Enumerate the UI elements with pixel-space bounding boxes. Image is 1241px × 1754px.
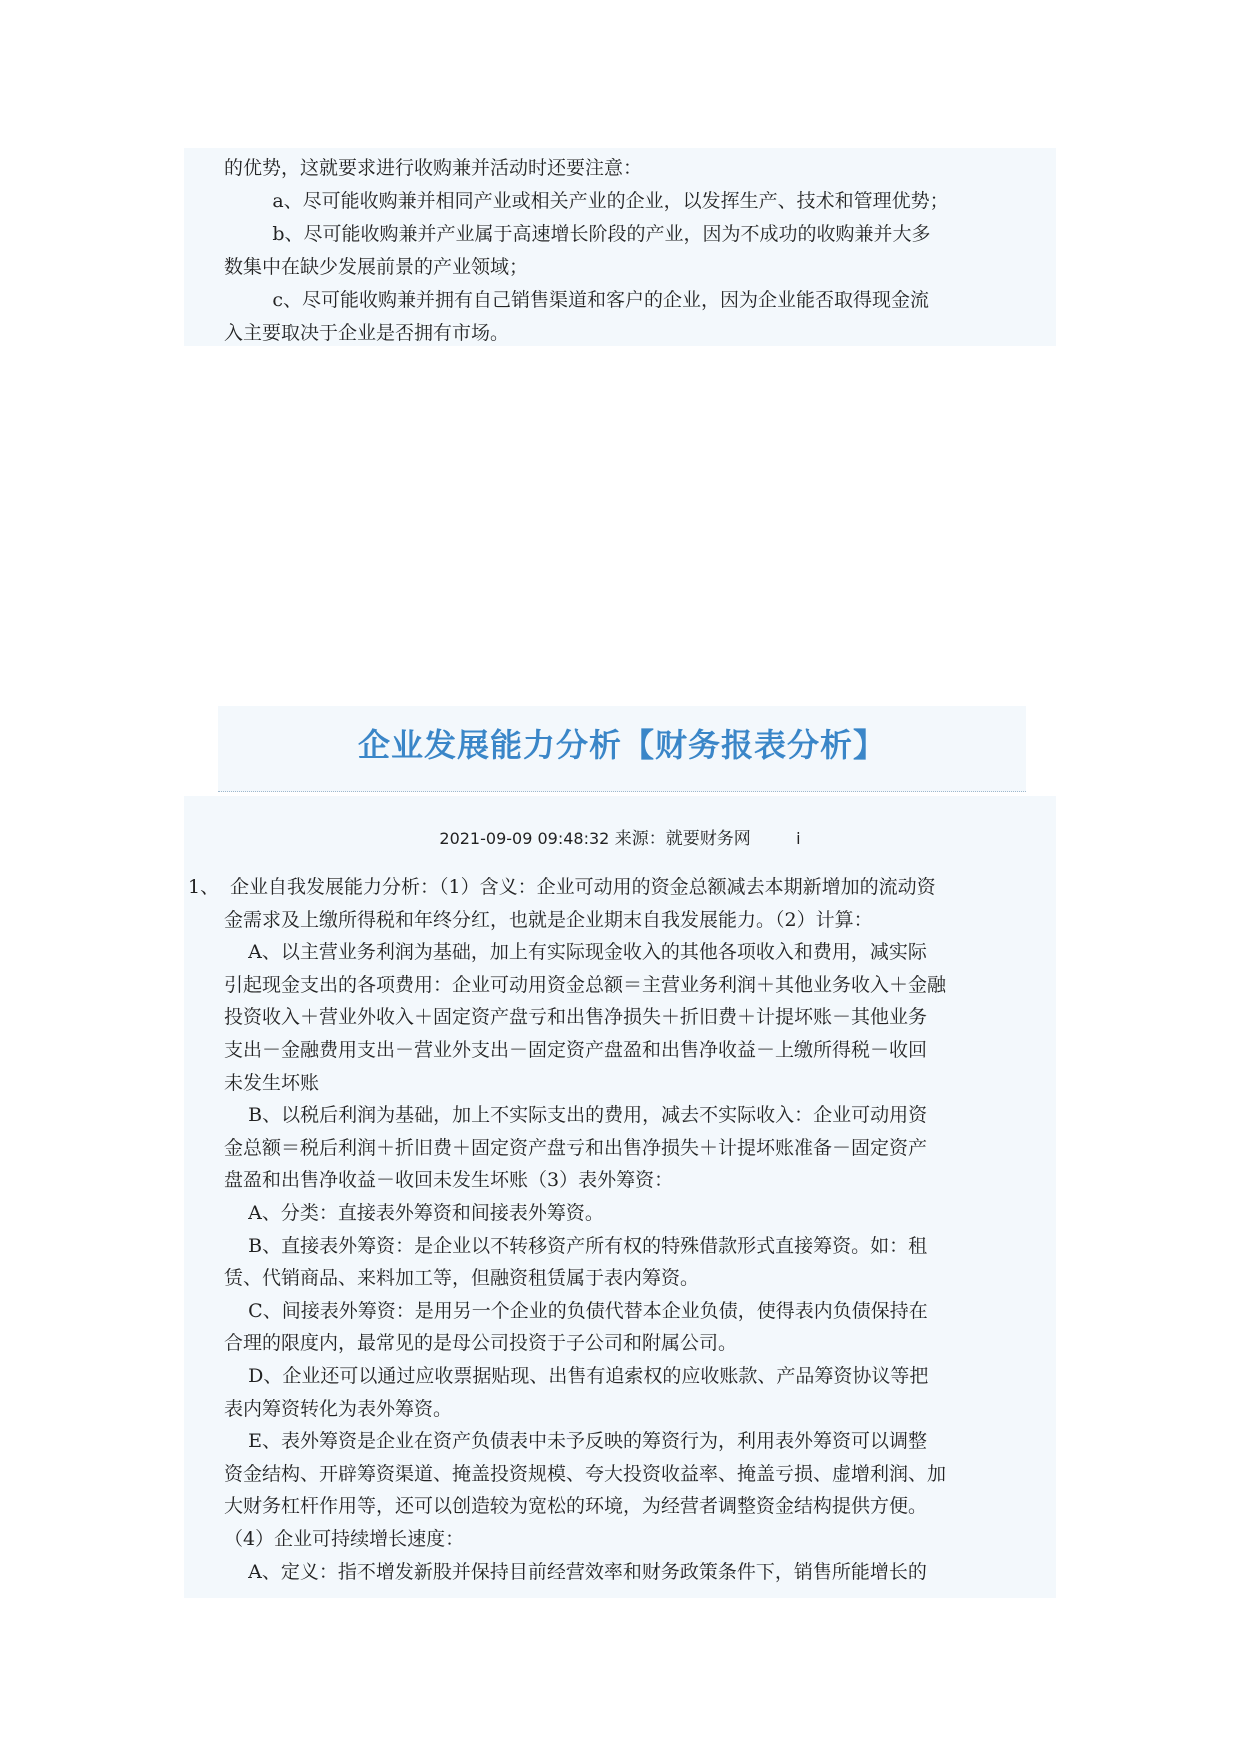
text-line: 企业自我发展能力分析：（1）含义：企业可动用的资金总额减去本期新增加的流动资 [224, 876, 936, 898]
item-number: 1、 [188, 876, 220, 898]
article-body [184, 796, 1056, 1598]
text-line: E、表外筹资是企业在资产负债表中未予反映的筹资行为，利用表外筹资可以调整 [224, 1430, 928, 1453]
article-title: 企业发展能力分析【财务报表分析】 [357, 726, 886, 764]
text-line: （4）企业可持续增长速度： [224, 1528, 465, 1550]
text-line: a、尽可能收购兼并相同产业或相关产业的企业，以发挥生产、技术和管理优势； [224, 190, 949, 212]
text-line: 入主要取决于企业是否拥有市场。 [224, 322, 510, 344]
publish-date: 2021-09-09 09:48:32 [439, 829, 610, 848]
text-line: 盘盈和出售净收益－收回未发生坏账（3）表外筹资： [224, 1169, 674, 1192]
text-line: 金总额＝税后利润＋折旧费＋固定资产盘亏和出售净损失＋计提坏账准备－固定资产 [224, 1136, 928, 1159]
text-line: 的优势，这就要求进行收购兼并活动时还要注意： [224, 157, 643, 179]
text-line: B、以税后利润为基础，加上不实际支出的费用，减去不实际收入：企业可动用资 [224, 1104, 928, 1127]
text-line: D、企业还可以通过应收票据贴现、出售有追索权的应收账款、产品筹资协议等把 [224, 1365, 929, 1387]
text-line: 金需求及上缴所得税和年终分红，也就是企业期末自我发展能力。（2）计算： [224, 908, 873, 931]
text-line: A、定义：指不增发新股并保持目前经营效率和财务政策条件下，销售所能增长的 [224, 1560, 927, 1583]
info-icon[interactable]: i [796, 829, 801, 848]
text-line: 合理的限度内，最常见的是母公司投资于子公司和附属公司。 [224, 1332, 738, 1355]
text-line: 引起现金支出的各项费用：企业可动用资金总额＝主营业务利润＋其他业务收入＋金融 [224, 973, 947, 996]
text-line: 未发生坏账 [224, 1071, 320, 1094]
text-line: 支出－金融费用支出－营业外支出－固定资产盘盈和出售净收益－上缴所得税－收回 [224, 1039, 928, 1061]
article-meta [184, 824, 1056, 849]
text-line: b、尽可能收购兼并产业属于高速增长阶段的产业，因为不成功的收购兼并大多 [224, 223, 931, 245]
text-line: C、间接表外筹资：是用另一个企业的负债代替本企业负债，使得表内负债保持在 [224, 1299, 928, 1322]
text-line: 表内筹资转化为表外筹资。 [224, 1397, 453, 1420]
text-line: A、以主营业务利润为基础，加上有实际现金收入的其他各项收入和费用，减实际 [224, 941, 927, 964]
text-line: B、直接表外筹资：是企业以不转移资产所有权的特殊借款形式直接筹资。如：租 [224, 1234, 928, 1257]
text-line: 数集中在缺少发展前景的产业领域； [224, 256, 529, 278]
text-line: c、尽可能收购兼并拥有自己销售渠道和客户的企业，因为企业能否取得现金流 [224, 289, 929, 311]
text-line: 大财务杠杆作用等，还可以创造较为宽松的环境，为经营者调整资金结构提供方便。 [224, 1495, 928, 1518]
text-line: A、分类：直接表外筹资和间接表外筹资。 [224, 1202, 604, 1224]
text-line: 资金结构、开辟筹资渠道、掩盖投资规模、夸大投资收益率、掩盖亏损、虚增利润、加 [224, 1462, 947, 1485]
article-title-box [218, 706, 1026, 792]
article-source: 来源：就要财务网 [614, 829, 751, 849]
top-text-section [184, 148, 1056, 346]
text-line: 投资收入＋营业外收入＋固定资产盘亏和出售净损失＋折旧费＋计提坏账－其他业务 [224, 1006, 928, 1029]
text-line: 赁、代销商品、来料加工等，但融资租赁属于表内筹资。 [224, 1267, 700, 1290]
